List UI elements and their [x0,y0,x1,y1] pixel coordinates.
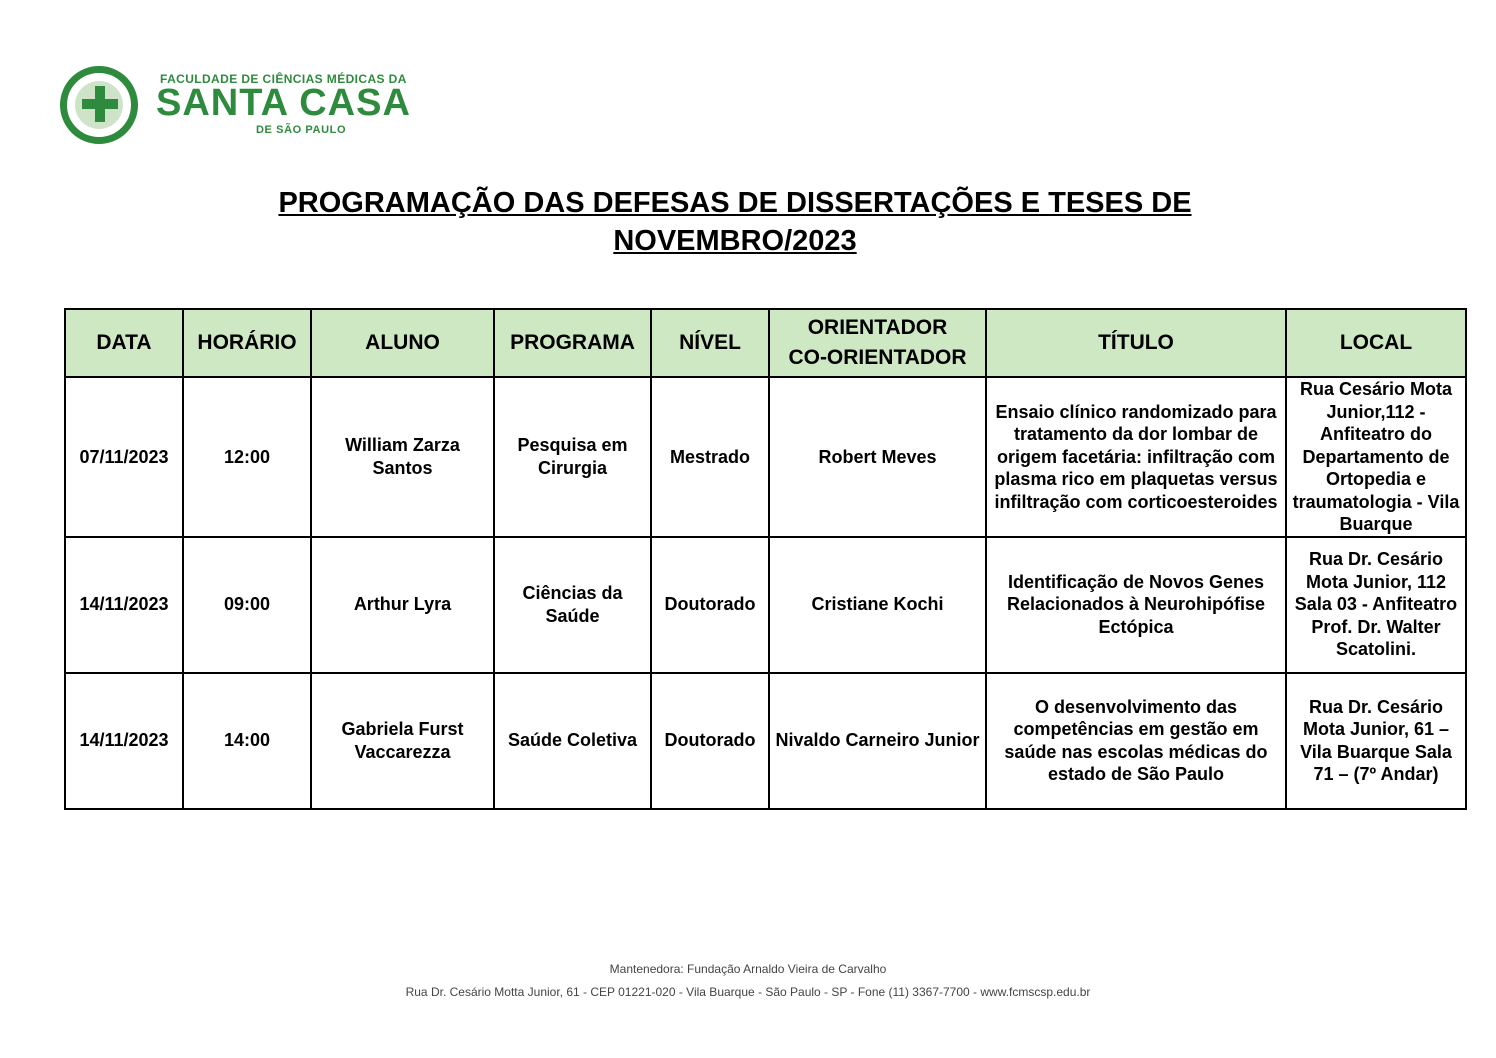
table-row [65,537,1466,673]
header-nivel: NÍVEL [651,309,769,377]
cell-data: 07/11/2023 [65,377,183,537]
cell-titulo: O desenvolvimento das competências em gestão em saúde nas escolas médicas do estado de São Paulo [986,673,1286,809]
page-footer [0,960,1496,1001]
logo-city-text: DE SÃO PAULO [256,124,347,136]
cell-local: Rua Dr. Cesário Mota Junior, 112 Sala 03 - Anfiteatro Prof. Dr. Walter Scatolini. [1286,537,1466,673]
logo-emblem [60,66,138,144]
page-title-line2: NOVEMBRO/2023 [613,225,857,257]
cell-nivel: Mestrado [651,377,769,537]
cell-aluno: William Zarza Santos [311,377,494,537]
page-title-line1: PROGRAMAÇÃO DAS DEFESAS DE DISSERTAÇÕES E TESES DE [278,187,1192,219]
cell-horario: 14:00 [183,673,311,809]
cell-orientador: Nivaldo Carneiro Junior [769,673,986,809]
header-horario: HORÁRIO [183,309,311,377]
cell-data: 14/11/2023 [65,537,183,673]
header-local: LOCAL [1286,309,1466,377]
cell-nivel: Doutorado [651,673,769,809]
cell-aluno: Gabriela Furst Vaccarezza [311,673,494,809]
table-header-row [65,309,1466,377]
header-titulo: TÍTULO [986,309,1286,377]
table-row [65,673,1466,809]
footer-maintainer: Mantenedora: Fundação Arnaldo Vieira de Carvalho [609,962,887,976]
cell-programa: Saúde Coletiva [494,673,651,809]
cell-nivel: Doutorado [651,537,769,673]
logo-name-text: SANTA CASA [156,82,411,124]
header-data: DATA [65,309,183,377]
logo-faculty-text: FACULDADE DE CIÊNCIAS MÉDICAS DA [160,72,407,86]
header-aluno: ALUNO [311,309,494,377]
header-programa: PROGRAMA [494,309,651,377]
cell-horario: 12:00 [183,377,311,537]
cell-titulo: Ensaio clínico randomizado para tratamento da dor lombar de origem facetária: infiltração com plasma rico em plaquetas versus infiltração com corticoesteroides [986,377,1286,537]
cell-local: Rua Cesário Mota Junior,112 - Anfiteatro do Departamento de Ortopedia e traumatologia - Vila Buarque [1286,377,1466,537]
header-co-orientador-label: CO-ORIENTADOR [788,346,967,369]
cell-local: Rua Dr. Cesário Mota Junior, 61 – Vila Buarque Sala 71 – (7º Andar) [1286,673,1466,809]
footer-address: Rua Dr. Cesário Motta Junior, 61 - CEP 01221-020 - Vila Buarque - São Paulo - SP - Fone (11) 3367-7700 - www.fcmscsp.edu.br [405,985,1091,999]
cell-orientador: Cristiane Kochi [769,537,986,673]
cell-aluno: Arthur Lyra [311,537,494,673]
cell-programa: Ciências da Saúde [494,537,651,673]
cell-data: 14/11/2023 [65,673,183,809]
cell-orientador: Robert Meves [769,377,986,537]
cell-titulo: Identificação de Novos Genes Relacionados à Neurohipófise Ectópica [986,537,1286,673]
page-title [150,184,1320,260]
defense-schedule-table [64,308,1467,810]
header-orientador [769,309,986,377]
institution-logo [60,66,411,150]
cell-programa: Pesquisa em Cirurgia [494,377,651,537]
table-row [65,377,1466,537]
cell-horario: 09:00 [183,537,311,673]
header-orientador-label: ORIENTADOR [807,316,948,339]
